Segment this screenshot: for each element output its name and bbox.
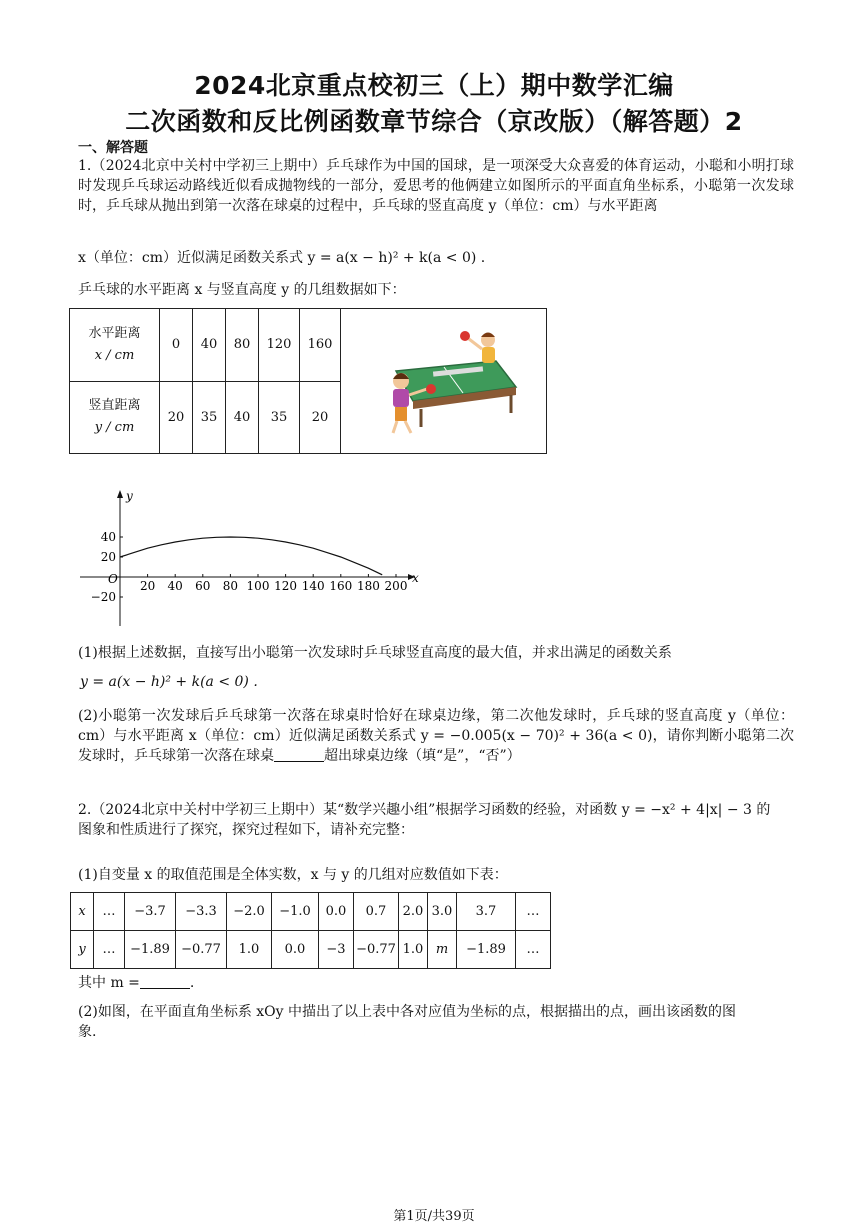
q2-part2-line-b: 象.: [78, 1024, 97, 1040]
table-cell: −0.77: [354, 931, 399, 969]
origin-label: O: [108, 572, 118, 586]
q2-intro-line-1: 2.（2024北京中关村中学初三上期中）某“数学兴趣小组”根据学习函数的经验，对函数 y = −x² + 4|x| − 3 的: [78, 802, 771, 818]
table-row: [70, 309, 547, 382]
x-tick-label: 100: [246, 579, 270, 593]
table-row-header: [70, 309, 160, 382]
m-answer-blank[interactable]: [140, 974, 190, 989]
answer-blank[interactable]: [274, 747, 324, 762]
row-header-unit: y / cm: [94, 420, 135, 436]
table-cell: −0.77: [176, 931, 227, 969]
m-period: .: [189, 975, 195, 991]
section-heading: 一、解答题: [78, 140, 148, 156]
x-tick-label: 120: [274, 579, 298, 593]
table-cell: 0.7: [354, 893, 399, 931]
table-cell: …: [94, 893, 125, 931]
table-cell: −3: [319, 931, 354, 969]
q1-part2-line-c: 二次发球时，乒乓球第一次落在球桌: [78, 728, 794, 764]
table-cell: …: [516, 893, 551, 931]
table-cell: 40: [193, 309, 226, 382]
table-cell: 1.0: [227, 931, 272, 969]
q2-value-table: [70, 892, 551, 969]
table-cell: 80: [226, 309, 259, 382]
q1-part1-formula: y = a(x − h)² + k(a < 0) .: [80, 674, 258, 690]
q2-intro: [78, 800, 794, 840]
table-cell: 40: [226, 381, 259, 454]
q1-intro-formula: x（单位：cm）近似满足函数关系式 y = a(x − h)² + k(a < 0) .: [78, 250, 486, 266]
x-tick-label: 140: [301, 579, 325, 593]
table-cell: −3.3: [176, 893, 227, 931]
q1-intro: 1.（2024北京中关村中学初三上期中）乒乓球作为中国的国球，是一项深受大众喜爱的体育运动，小聪和小明打球时发现乒乓球运动路线近似看成抛物线的一部分，爱思考的他俩建立如图所示的平面直角坐标系，小聪第一次发球时，乒乓球从抛出到第一次落在球桌的过程中，乒乓球的竖直高度 y（单位：cm）与水平距离: [78, 158, 794, 214]
row-header-unit: x / cm: [94, 347, 135, 363]
table-row-header: x: [71, 893, 94, 931]
table-row: [71, 931, 551, 969]
q1-data-table: [69, 308, 547, 454]
q1-part2-line-b: 位：cm）与水平距离 x（单位：cm）近似满足函数关系式 y = −0.005(x − 70)² + 36(a < 0)，请你判断小聪第: [78, 708, 794, 744]
ping-pong-illustration-cell: [341, 309, 547, 454]
table-row-header: [70, 381, 160, 454]
table-cell: −1.89: [457, 931, 516, 969]
table-row: [71, 893, 551, 931]
x-tick-label: 80: [222, 579, 239, 593]
x-axis-label: x: [412, 571, 419, 585]
parabola-chart: [72, 486, 424, 630]
table-cell: 0.0: [319, 893, 354, 931]
q2-part1-text: (1)自变量 x 的取值范围是全体实数，x 与 y 的几组对应数值如下表：: [78, 867, 508, 883]
table-cell: 20: [300, 381, 341, 454]
table-cell: …: [516, 931, 551, 969]
q2-intro-line-2: 图象和性质进行了探究，探究过程如下，请补充完整：: [78, 822, 414, 838]
doc-title-line1: 2024北京重点校初三（上）期中数学汇编: [194, 71, 674, 100]
table-cell: 35: [193, 381, 226, 454]
x-tick-label: 60: [195, 579, 211, 593]
table-cell: −2.0: [227, 893, 272, 931]
x-tick-label: 40: [167, 579, 183, 593]
y-tick-label: 40: [100, 530, 116, 544]
x-tick-label: 20: [139, 579, 156, 593]
parabola-series-line: [120, 537, 382, 575]
table-cell: 3.0: [428, 893, 457, 931]
row-header-label: 竖直距离: [88, 398, 141, 414]
table-cell: 3.7: [457, 893, 516, 931]
q1-part2-line-a: (2)小聪第一次发球后乒乓球第一次落在球桌时恰好在球桌边缘，第二次他发球时，乒乓球的竖直高度 y（单: [78, 708, 766, 724]
x-tick-label: 180: [356, 579, 380, 593]
q1-part2-line-c-end: 超出球桌边缘（填“是”，“否”）: [324, 748, 521, 764]
x-tick-label: 200: [384, 579, 408, 593]
table-cell: 0: [160, 309, 193, 382]
q2-part2-text: [78, 1002, 794, 1042]
ping-pong-players-illustration: [341, 309, 546, 449]
m-label: 其中 m =: [78, 975, 140, 991]
table-cell: 0.0: [272, 931, 319, 969]
doc-title-line2: 二次函数和反比例函数章节综合（京改版）（解答题）2: [125, 107, 743, 136]
page-footer: 第1页/共39页: [393, 1209, 475, 1224]
q1-part1-text: (1)根据上述数据，直接写出小聪第一次发球时乒乓球竖直高度的最大值，并求出满足的函数关系: [78, 645, 672, 661]
q1-part2-text: [78, 706, 794, 766]
y-tick-label: 20: [100, 550, 116, 564]
table-row-header: y: [71, 931, 94, 969]
table-cell: 2.0: [399, 893, 428, 931]
x-tick-label: 160: [329, 579, 353, 593]
y-tick-label: −20: [90, 590, 116, 604]
table-cell: −1.0: [272, 893, 319, 931]
q2-part2-line-a: (2)如图，在平面直角坐标系 xOy 中描出了以上表中各对应值为坐标的点，根据描出的点，画出该函数的图: [78, 1004, 737, 1020]
table-cell: 160: [300, 309, 341, 382]
y-axis-label: y: [126, 489, 133, 503]
y-axis-arrow: [117, 490, 123, 498]
table-cell: 1.0: [399, 931, 428, 969]
q1-table-intro: 乒乓球的水平距离 x 与竖直高度 y 的几组数据如下：: [78, 282, 406, 298]
table-cell: −3.7: [125, 893, 176, 931]
table-cell: −1.89: [125, 931, 176, 969]
table-cell: m: [428, 931, 457, 969]
row-header-label: 水平距离: [88, 325, 141, 341]
table-cell: 35: [259, 381, 300, 454]
q2-m-line: [78, 972, 194, 992]
table-cell: 120: [259, 309, 300, 382]
table-cell: 20: [160, 381, 193, 454]
table-cell: …: [94, 931, 125, 969]
